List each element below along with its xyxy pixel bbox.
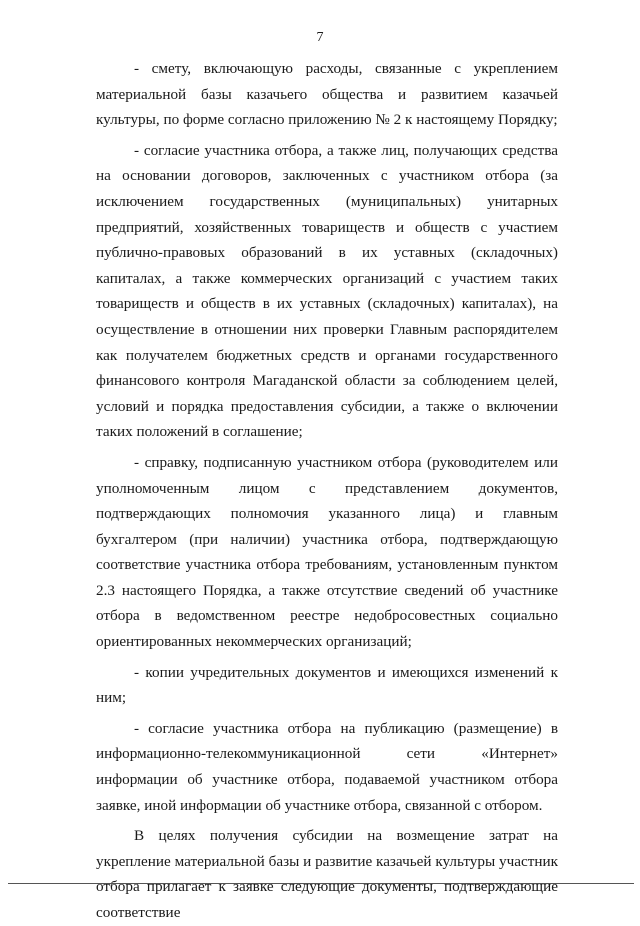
paragraph-consent-publication: - согласие участника отбора на публикацию (размещение) в информационно-телекоммуникационной сети «Интернет» информации об участнике отбора, подаваемой участником отбора заявке, иной информации об участнике отбора, связанной с отбором.: [96, 719, 558, 814]
paragraph-estimate: - смету, включающую расходы, связанные с укреплением материальной базы казачьего общества и развитием казачьей культуры, по форме согласно приложению № 2 к настоящему Порядку;: [96, 60, 558, 129]
paragraph-charter-copies: - копии учредительных документов и имеющихся изменений к ним;: [96, 663, 558, 707]
bottom-rule: [8, 883, 634, 884]
paragraph-certificate: - справку, подписанную участником отбора (руководителем или уполномоченным лицом с представлением документов, подтверждающих полномочия указанного лица) и главным бухгалтером (при наличии) участника отбора, подтверждающую соответствие участника отбора требованиям, установленным пунктом 2.3 настоящего Порядка, а также отсутствие сведений об участнике отбора в ведомственном реестре недобросовестных социально ориентированных некоммерческих организаций;: [96, 453, 558, 651]
paragraph-documents-intro: В целях получения субсидии на возмещение затрат на укрепление материальной базы и развитие казачьей культуры участник отбора прилагает к заявке следующие документы, подтверждающие соответствие: [96, 827, 558, 921]
paragraph-consent-verification: - согласие участника отбора, а также лиц, получающих средства на основании договоров, заключенных с участником отбора (за исключением государственных (муниципальных) унитарных предприятий, хозяйственных товариществ и обществ с участием публично-правовых образований в их уставных (складочных) капиталах, а также коммерческих организаций с участием таких товариществ и обществ в их уставных (складочных) капиталах), на осуществление в отношении них проверки Главным распорядителем как получателем бюджетных средств и органами государственного финансового контроля Магаданской области за соблюдением целей, условий и порядка предоставления субсидии, а также о включении таких положений в соглашение;: [96, 141, 558, 441]
document-body: [96, 56, 558, 926]
page-number: 7: [316, 30, 324, 45]
